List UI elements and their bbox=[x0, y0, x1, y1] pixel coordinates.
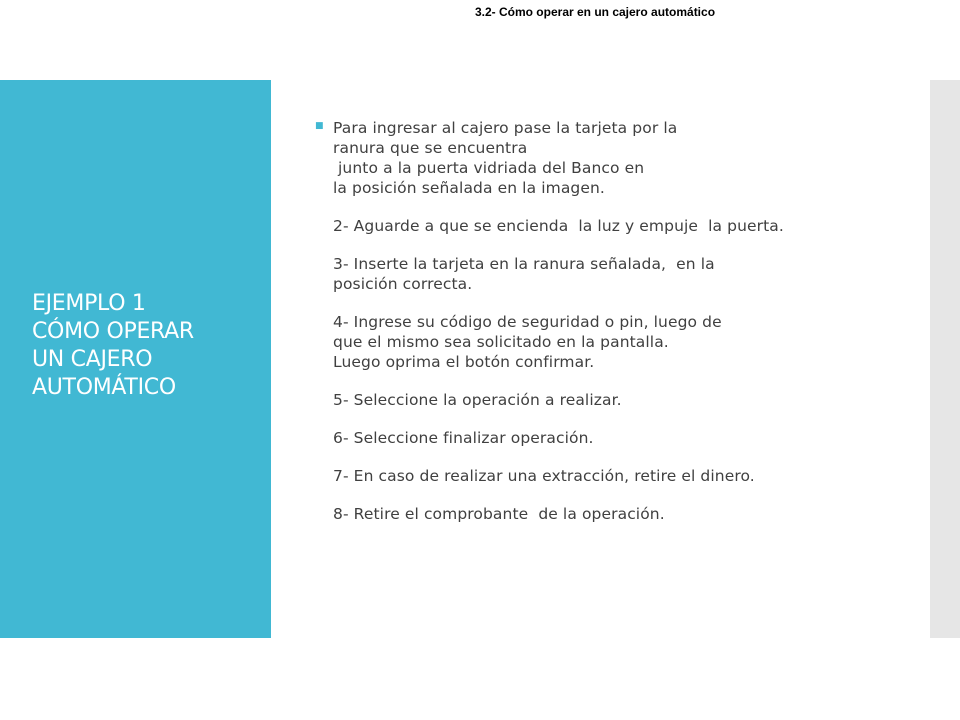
step-line: 2- Aguarde a que se encienda la luz y empuje la puerta. bbox=[333, 217, 784, 235]
paragraph-gap bbox=[333, 198, 893, 216]
steps-text bbox=[333, 118, 893, 524]
paragraph-gap bbox=[333, 486, 893, 504]
step-line: que el mismo sea solicitado en la pantalla. bbox=[333, 333, 669, 351]
step-line: 5- Seleccione la operación a realizar. bbox=[333, 391, 622, 409]
paragraph-gap bbox=[333, 410, 893, 428]
slide-title-line: AUTOMÁTICO bbox=[32, 375, 176, 400]
slide-title-line: UN CAJERO bbox=[32, 347, 153, 372]
slide-title-line: CÓMO OPERAR bbox=[32, 319, 194, 344]
step-line: posición correcta. bbox=[333, 275, 473, 293]
step-line: ranura que se encuentra bbox=[333, 139, 528, 157]
side-strip bbox=[930, 80, 960, 638]
step-line: Para ingresar al cajero pase la tarjeta por la bbox=[333, 119, 678, 137]
header-title: 3.2- Cómo operar en un cajero automático bbox=[474, 5, 716, 19]
paragraph-gap bbox=[333, 372, 893, 390]
step-line: 8- Retire el comprobante de la operación. bbox=[333, 505, 665, 523]
step-line: 4- Ingrese su código de seguridad o pin, luego de bbox=[333, 313, 722, 331]
step-line: la posición señalada en la imagen. bbox=[333, 179, 605, 197]
paragraph-gap bbox=[333, 236, 893, 254]
slide-title bbox=[32, 290, 262, 402]
paragraph-gap bbox=[333, 448, 893, 466]
step-line: junto a la puerta vidriada del Banco en bbox=[333, 159, 645, 177]
step-line: 7- En caso de realizar una extracción, retire el dinero. bbox=[333, 467, 755, 485]
step-line: Luego oprima el botón confirmar. bbox=[333, 353, 595, 371]
step-line: 6- Seleccione finalizar operación. bbox=[333, 429, 594, 447]
paragraph-gap bbox=[333, 294, 893, 312]
square-bullet-icon: ■ bbox=[315, 121, 324, 131]
title-panel bbox=[0, 80, 271, 638]
step-line: 3- Inserte la tarjeta en la ranura señalada, en la bbox=[333, 255, 715, 273]
slide-title-line: EJEMPLO 1 bbox=[32, 291, 146, 316]
